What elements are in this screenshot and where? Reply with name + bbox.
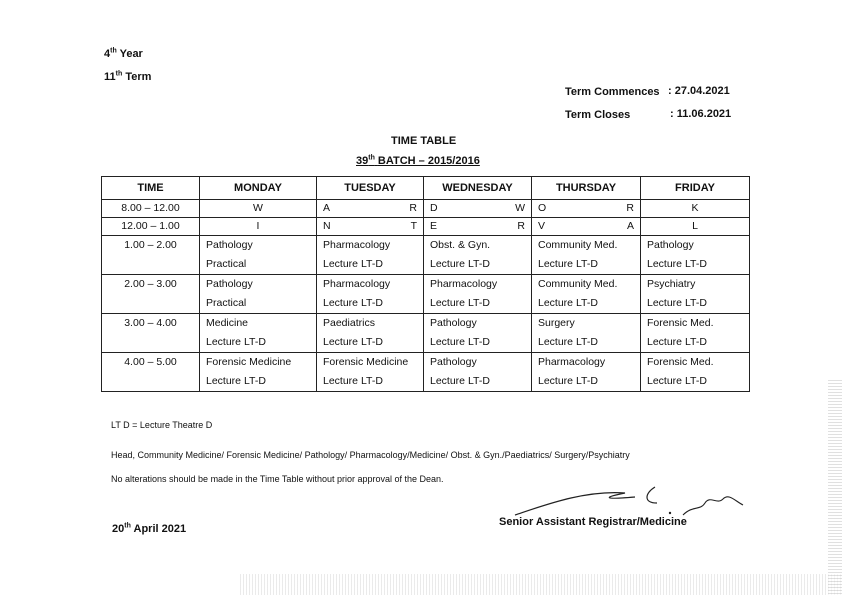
table-row xyxy=(102,236,750,275)
subject-cell: Community Med. Lecture LT-D xyxy=(532,236,641,275)
col-header-tuesday: TUESDAY xyxy=(317,177,424,200)
time-cell: 12.00 – 1.00 xyxy=(102,218,200,236)
table-header-row xyxy=(102,177,750,200)
subject-cell: Pathology Lecture LT-D xyxy=(424,314,532,353)
year-label: 4th Year xyxy=(104,47,143,60)
subject-cell: Forensic Med. Lecture LT-D xyxy=(641,314,750,353)
term-label: 11th Term xyxy=(104,70,152,83)
term-commences-label: Term Commences xyxy=(565,86,660,98)
subject-cell: Pharmacology Lecture LT-D xyxy=(317,275,424,314)
subject-cell: Pathology Lecture LT-D xyxy=(424,353,532,392)
timetable xyxy=(101,176,750,392)
cell-letter: K xyxy=(641,200,750,218)
table-row xyxy=(102,218,750,236)
approval-notice: No alterations should be made in the Time Table without prior approval of the Dean. xyxy=(111,474,444,484)
time-cell: 4.00 – 5.00 xyxy=(102,353,200,392)
subject-cell: Pharmacology Lecture LT-D xyxy=(424,275,532,314)
cell-letters: N T xyxy=(317,218,424,236)
term-closes-label: Term Closes xyxy=(565,109,631,121)
subject-cell: Pathology Practical xyxy=(200,275,317,314)
col-header-monday: MONDAY xyxy=(200,177,317,200)
distribution-list: Head, Community Medicine/ Forensic Medicine/ Pathology/ Pharmacology/Medicine/ Obst. & Gyn./Paediatrics/ Surgery/Psychiatry xyxy=(111,450,630,460)
subject-cell: Obst. & Gyn. Lecture LT-D xyxy=(424,236,532,275)
term-commences-value: : 27.04.2021 xyxy=(668,85,730,97)
subject-cell: Pharmacology Lecture LT-D xyxy=(317,236,424,275)
col-header-wednesday: WEDNESDAY xyxy=(424,177,532,200)
table-row xyxy=(102,353,750,392)
cell-letter: I xyxy=(200,218,317,236)
cell-letters: A R xyxy=(317,200,424,218)
col-header-friday: FRIDAY xyxy=(641,177,750,200)
batch-heading: 39th BATCH – 2015/2016 xyxy=(356,154,480,167)
subject-cell: Paediatrics Lecture LT-D xyxy=(317,314,424,353)
scan-edge xyxy=(828,380,842,595)
term-closes-value: : 11.06.2021 xyxy=(670,108,732,120)
legend-note: LT D = Lecture Theatre D xyxy=(111,420,213,430)
col-header-time: TIME xyxy=(102,177,200,200)
subject-cell: Surgery Lecture LT-D xyxy=(532,314,641,353)
cell-letter: L xyxy=(641,218,750,236)
page-title: TIME TABLE xyxy=(391,135,457,147)
scan-artifact xyxy=(240,574,842,595)
table-row xyxy=(102,275,750,314)
cell-letters: E R xyxy=(424,218,532,236)
table-row xyxy=(102,314,750,353)
cell-letters: V A xyxy=(532,218,641,236)
subject-cell: Pharmacology Lecture LT-D xyxy=(532,353,641,392)
cell-letter: W xyxy=(200,200,317,218)
col-header-thursday: THURSDAY xyxy=(532,177,641,200)
table-row xyxy=(102,200,750,218)
cell-letters: D W xyxy=(424,200,532,218)
signatory-title: Senior Assistant Registrar/Medicine xyxy=(499,516,687,528)
subject-cell: Pathology Lecture LT-D xyxy=(641,236,750,275)
subject-cell: Medicine Lecture LT-D xyxy=(200,314,317,353)
subject-cell: Forensic Med. Lecture LT-D xyxy=(641,353,750,392)
issue-date: 20th April 2021 xyxy=(112,522,187,535)
subject-cell: Forensic Medicine Lecture LT-D xyxy=(317,353,424,392)
time-cell: 1.00 – 2.00 xyxy=(102,236,200,275)
subject-cell: Forensic Medicine Lecture LT-D xyxy=(200,353,317,392)
subject-cell: Psychiatry Lecture LT-D xyxy=(641,275,750,314)
cell-letters: O R xyxy=(532,200,641,218)
subject-cell: Community Med. Lecture LT-D xyxy=(532,275,641,314)
subject-cell: Pathology Practical xyxy=(200,236,317,275)
time-cell: 8.00 – 12.00 xyxy=(102,200,200,218)
time-cell: 3.00 – 4.00 xyxy=(102,314,200,353)
time-cell: 2.00 – 3.00 xyxy=(102,275,200,314)
